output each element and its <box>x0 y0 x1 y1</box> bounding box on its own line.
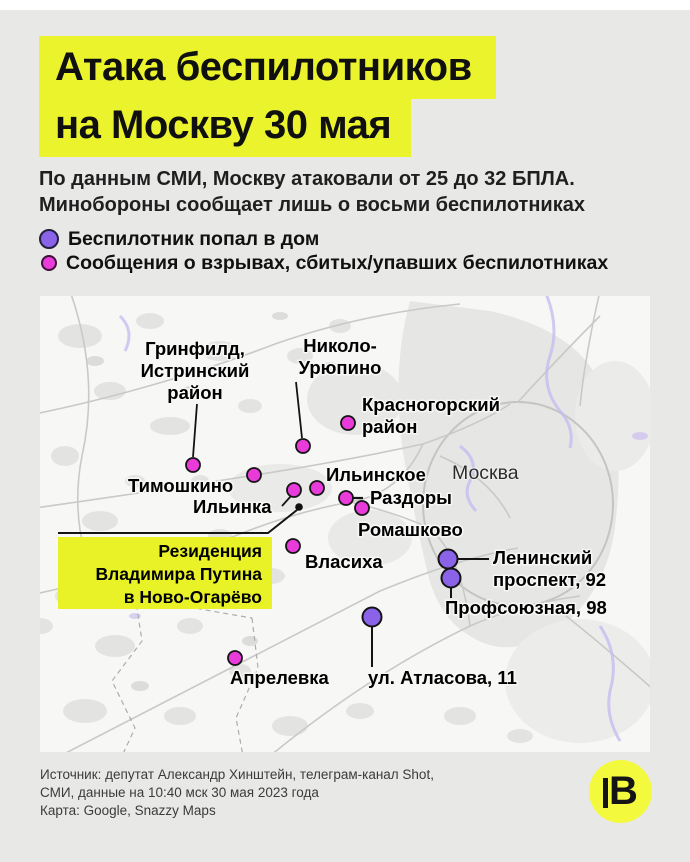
marker-timoshkino <box>247 468 261 482</box>
legend-item-drone-hit-house <box>39 227 608 251</box>
legend-item-explosion-reports <box>39 251 608 275</box>
label-ilyinka: Ильинка <box>193 496 272 517</box>
label-atlasova: ул. Атласова, 11 <box>368 667 517 688</box>
marker-ilyinskoe <box>310 481 324 495</box>
marker-razdory <box>339 491 353 505</box>
logo-letter: В <box>609 768 638 813</box>
subtitle <box>39 166 585 218</box>
label-leninsky: Ленинский проспект, 92 <box>493 547 607 590</box>
title-line-1: Атака беспилотников <box>39 36 496 99</box>
marker-vlasikha <box>286 539 300 553</box>
residence-callout-text: Резиденция Владимира Путина в Ново-Огарёво <box>95 541 262 607</box>
legend-dot-report <box>41 255 57 271</box>
legend <box>39 227 608 275</box>
label-ilyinskoe: Ильинское <box>326 464 426 485</box>
source-line-2: СМИ, данные на 10:40 мск 30 мая 2023 года <box>40 785 319 800</box>
source-line-1: Источник: депутат Александр Хинштейн, телеграм-канал Shot, <box>40 767 434 782</box>
logo-bar <box>603 778 608 808</box>
label-nikolo-uryupino: Николо-Урюпино <box>298 335 382 378</box>
title-line-2: на Москву 30 мая <box>39 94 411 157</box>
label-krasnogorsky: Красногорский район <box>362 394 501 437</box>
label-romashkovo: Ромашково <box>358 519 463 540</box>
label-aprelevka: Апрелевка <box>230 667 329 688</box>
marker-profsoyuznaya-98 <box>442 569 461 588</box>
subtitle-line-2: Минобороны сообщает лишь о восьми беспилотниках <box>39 194 585 216</box>
top-white-strip <box>0 0 690 10</box>
marker-grinfild <box>186 458 200 472</box>
verstka-logo <box>589 760 652 823</box>
marker-leninsky-prospekt-92 <box>439 550 458 569</box>
marker-ilyinka-town <box>295 503 303 511</box>
label-vlasikha: Власиха <box>305 551 383 572</box>
legend-label-house: Беспилотник попал в дом <box>68 227 320 250</box>
marker-aprelevka <box>228 651 242 665</box>
label-grinfild: Гринфилд, Истринский район <box>140 338 250 403</box>
label-profsoyuznaya: Профсоюзная, 98 <box>445 597 607 618</box>
marker-atlasova-11 <box>363 608 382 627</box>
source-line-3: Карта: Google, Snazzy Maps <box>40 803 216 818</box>
label-timoshkino: Тимошкино <box>128 475 234 496</box>
marker-romashkovo <box>355 501 369 515</box>
source-note <box>40 766 434 820</box>
map-svg <box>40 296 650 752</box>
map <box>40 296 650 752</box>
marker-ilyinka-west <box>287 483 301 497</box>
legend-label-report: Сообщения о взрывах, сбитых/упавших беспилотниках <box>66 251 609 274</box>
page-title <box>39 36 496 157</box>
legend-dot-house <box>39 229 59 249</box>
marker-krasnogorsky <box>341 416 355 430</box>
label-moscow: Москва <box>452 462 519 484</box>
label-razdory: Раздоры <box>370 487 452 508</box>
marker-nikolo-uryupino <box>296 439 310 453</box>
subtitle-line-1: По данным СМИ, Москву атаковали от 25 до 32 БПЛА. <box>39 168 575 190</box>
